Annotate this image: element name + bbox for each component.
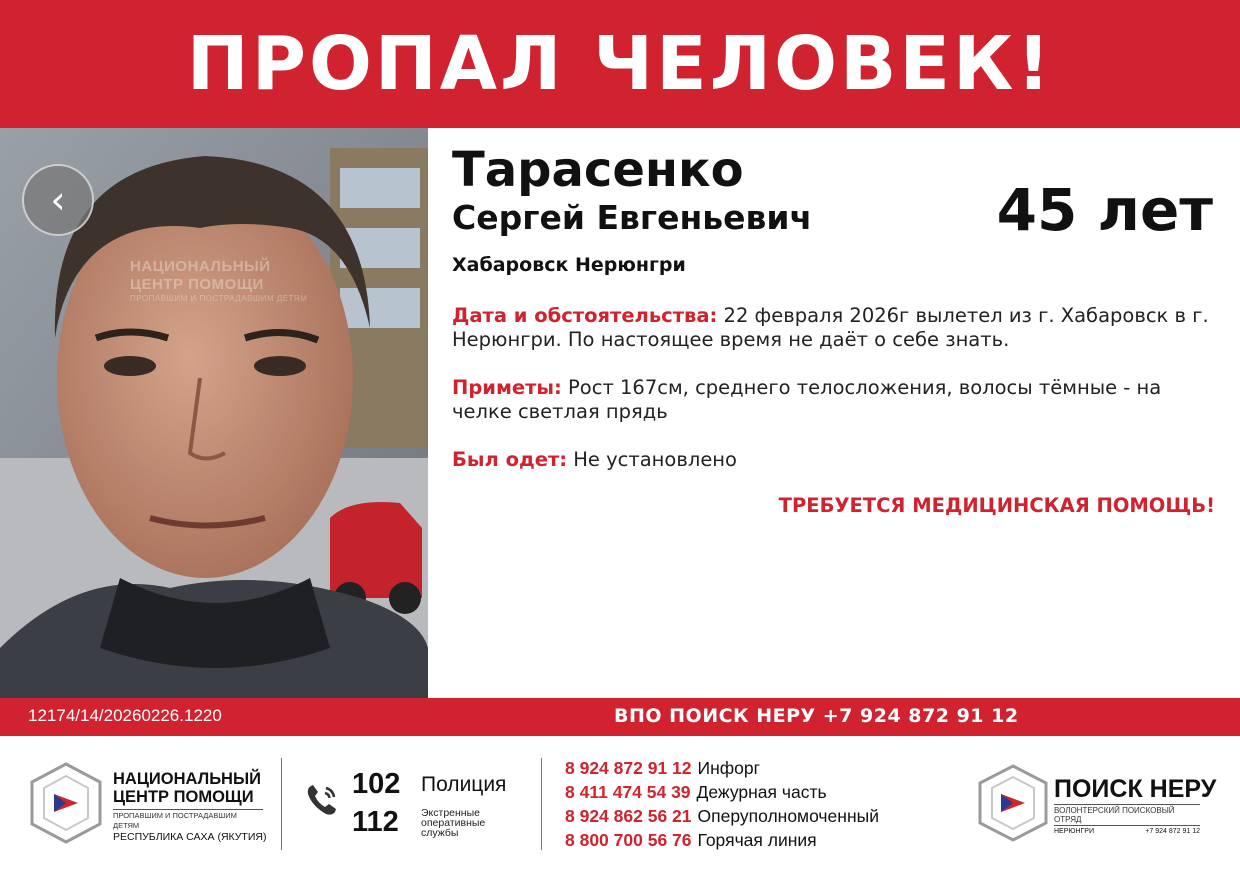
contact-role: Горячая линия: [697, 829, 817, 850]
poisk-neru-subtitle: ВОЛОНТЕРСКИЙ ПОИСКОВЫЙ ОТРЯД: [1054, 804, 1200, 826]
back-button[interactable]: [22, 164, 94, 236]
emergency-number[interactable]: 112: [352, 806, 399, 838]
watermark-line-3: ПРОПАВШИМ И ПОСТРАДАВШИМ ДЕТЯМ: [130, 294, 308, 303]
contacts-list: [565, 756, 879, 852]
case-code: 12174/14/20260226.1220: [28, 706, 222, 725]
contact-row: [565, 828, 879, 852]
footer-divider-2: [541, 758, 542, 850]
ncp-line-2: ЦЕНТР ПОМОЩИ: [113, 788, 254, 806]
photo-watermark: [130, 258, 307, 304]
emergency-label-line-1: Экстренные: [421, 807, 480, 819]
contact-number[interactable]: 8 924 872 91 12: [565, 757, 692, 778]
poisk-neru-logo-icon: [978, 764, 1048, 842]
phone-icon: [302, 780, 342, 820]
missing-person-photo: [0, 128, 428, 698]
contact-number[interactable]: 8 411 474 54 39: [565, 781, 691, 802]
contact-number[interactable]: 8 800 700 56 76: [565, 829, 692, 850]
watermark-line-2: ЦЕНТР ПОМОЩИ: [130, 276, 264, 293]
signs-label: Приметы:: [452, 376, 562, 399]
signs-text: Рост 167см, среднего телосложения, волосы тёмные - на челке светлая прядь: [452, 376, 1162, 423]
person-given-names: Сергей Евгеньевич: [452, 198, 813, 237]
poisk-neru-phone[interactable]: +7 924 872 91 12: [1145, 828, 1200, 835]
circumstances-paragraph: [452, 304, 1222, 352]
poisk-neru-block: [1054, 776, 1216, 835]
poisk-neru-city: НЕРЮНГРИ: [1054, 828, 1095, 835]
ncp-name-block: [113, 770, 266, 844]
contact-role: Дежурная часть: [696, 781, 827, 802]
contact-role: Инфорг: [697, 757, 761, 778]
circumstances-text: 22 февраля 2026г вылетел из г. Хабаровск в г. Нерюнгри. По настоящее время не даёт о себе знать.: [452, 304, 1209, 351]
poisk-neru-name: ПОИСК НЕРУ: [1054, 775, 1217, 803]
info-strip: [0, 698, 1240, 736]
person-age: 45 лет: [996, 176, 1213, 244]
ncp-line-4: РЕСПУБЛИКА САХА (ЯКУТИЯ): [113, 831, 267, 843]
footer: [0, 736, 1240, 874]
page-title: ПРОПАЛ ЧЕЛОВЕК!: [186, 21, 1054, 107]
contact-row: [565, 780, 879, 804]
emergency-label: [421, 808, 485, 838]
police-label: Полиция: [421, 773, 507, 796]
org-phone: ВПО ПОИСК НЕРУ +7 924 872 91 12: [614, 705, 1019, 727]
emergency-label-line-3: службы: [421, 827, 459, 839]
contact-number[interactable]: 8 924 862 56 21: [565, 805, 692, 826]
contact-role: Оперуполномоченный: [697, 805, 879, 826]
signs-paragraph: [452, 376, 1222, 424]
footer-divider-1: [281, 758, 282, 850]
circumstances-label: Дата и обстоятельства:: [452, 304, 718, 327]
ncp-logo-icon: [30, 762, 102, 844]
chevron-left-icon: ‹: [50, 178, 66, 222]
person-info-panel: [452, 128, 1227, 698]
clothes-paragraph: [452, 448, 1222, 472]
ncp-line-1: НАЦИОНАЛЬНЫЙ: [113, 770, 261, 788]
police-number[interactable]: 102: [352, 768, 401, 800]
clothes-text: Не установлено: [573, 448, 737, 471]
contact-row: [565, 756, 879, 780]
ncp-line-3: ПРОПАВШИМ И ПОСТРАДАВШИМ ДЕТЯМ: [113, 809, 263, 831]
person-surname: Тарасенко: [452, 142, 744, 198]
contact-row: [565, 804, 879, 828]
poisk-neru-footer-line: [1054, 828, 1200, 835]
person-city: Хабаровск Нерюнгри: [452, 254, 686, 276]
watermark-line-1: НАЦИОНАЛЬНЫЙ: [130, 258, 271, 275]
emergency-label-line-2: оперативные: [421, 817, 486, 829]
header-banner: [0, 0, 1240, 128]
medical-help-notice: ТРЕБУЕТСЯ МЕДИЦИНСКАЯ ПОМОЩЬ!: [778, 494, 1215, 517]
clothes-label: Был одет:: [452, 448, 568, 471]
